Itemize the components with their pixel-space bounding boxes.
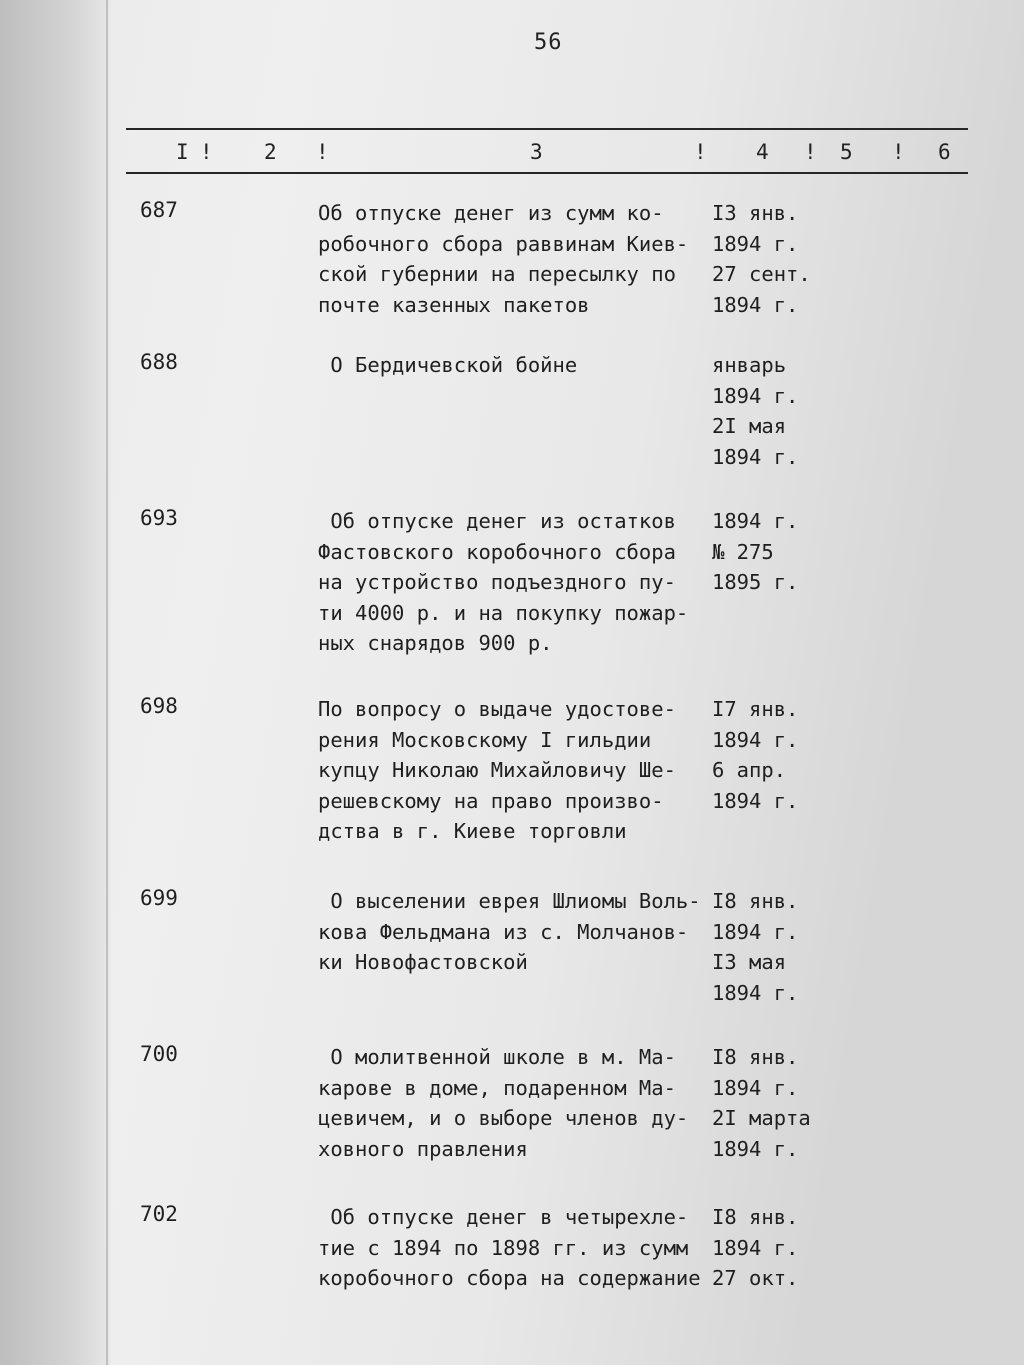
description-line: По вопросу о выдаче удостове- [318, 697, 676, 721]
date-line: 1894 г. [712, 383, 799, 408]
entry-description [318, 350, 710, 381]
header-col-1: I [176, 140, 189, 164]
entry-dates [712, 198, 842, 320]
description-line: О выселении еврея Шлиомы Воль- [318, 889, 701, 913]
date-line: 27 сент. [712, 262, 811, 286]
date-line: 1894 г. [712, 231, 799, 256]
date-line: I3 янв. [712, 201, 799, 225]
description-line: купцу Николаю Михайловичу Ше- [318, 758, 676, 782]
date-line: 1894 г. [712, 727, 799, 752]
description-line: коробочного сбора на содержание [318, 1266, 701, 1290]
entry-description [318, 1042, 710, 1164]
entry-dates [712, 694, 842, 816]
header-rule-bottom [126, 172, 968, 174]
date-line: I3 мая [712, 950, 787, 974]
description-line: ховного правления [318, 1136, 528, 1161]
entry-description [318, 694, 710, 847]
description-line: Об отпуске денег в четырехле- [318, 1205, 689, 1229]
entry-number: 688 [140, 350, 178, 374]
entry-number: 702 [140, 1202, 178, 1226]
description-line: Об отпуске денег из остатков [318, 509, 676, 533]
entry-description [318, 886, 710, 978]
header-separator: ! [804, 140, 817, 164]
entry-dates [712, 886, 842, 1008]
date-line: 1894 г. [712, 1136, 799, 1161]
entry-description [318, 506, 710, 659]
header-col-4: 4 [756, 140, 769, 164]
description-line: карове в доме, подаренном Ма- [318, 1075, 676, 1100]
header-col-6: 6 [938, 140, 951, 164]
entry-dates [712, 506, 842, 598]
date-line: 1894 г. [712, 788, 799, 813]
description-line: ных снарядов 900 р. [318, 631, 553, 655]
date-line: I8 янв. [712, 1045, 799, 1069]
left-page-edge [0, 0, 112, 1365]
description-line: ти 4000 р. и на покупку пожар- [318, 600, 689, 625]
header-separator: ! [694, 140, 707, 164]
date-line: 27 окт. [712, 1266, 799, 1290]
date-line: 1894 г. [712, 444, 799, 469]
date-line: 1894 г. [712, 919, 799, 944]
header-separator: ! [200, 140, 213, 164]
header-col-2: 2 [264, 140, 277, 164]
header-separator: ! [316, 140, 329, 164]
page-number: 56 [534, 30, 563, 55]
description-line: рения Московскому I гильдии [318, 727, 652, 752]
date-line: 1895 г. [712, 570, 799, 594]
description-line: Фастовского коробочного сбора [318, 539, 676, 564]
date-line: I8 янв. [712, 889, 799, 913]
date-line: 2I марта [712, 1106, 811, 1130]
description-line: ки Новофастовской [318, 950, 528, 974]
description-line: цевичем, и о выборе членов ду- [318, 1106, 689, 1130]
date-line: 1894 г. [712, 1235, 799, 1260]
description-line: О Бердичевской бойне [318, 353, 578, 377]
description-line: робочного сбора раввинам Киев- [318, 231, 689, 256]
date-line: 6 апр. [712, 758, 787, 782]
date-line: 1894 г. [712, 509, 799, 533]
entry-dates [712, 1202, 842, 1294]
entry-number: 700 [140, 1042, 178, 1066]
date-line: 1894 г. [712, 1075, 799, 1100]
entry-number: 698 [140, 694, 178, 718]
header-separator: ! [892, 140, 905, 164]
header-col-5: 5 [840, 140, 853, 164]
date-line: № 275 [712, 539, 774, 564]
description-line: на устройство подъездного пу- [318, 570, 676, 594]
description-line: дства в г. Киеве торговли [318, 819, 627, 843]
date-line: I8 янв. [712, 1205, 799, 1229]
date-line: I7 янв. [712, 697, 799, 721]
description-line: О молитвенной школе в м. Ма- [318, 1045, 676, 1069]
entry-description [318, 198, 710, 320]
entry-dates [712, 350, 842, 472]
entry-dates [712, 1042, 842, 1164]
entry-number: 687 [140, 198, 178, 222]
description-line: ской губернии на пересылку по [318, 262, 676, 286]
entry-number: 699 [140, 886, 178, 910]
entry-number: 693 [140, 506, 178, 530]
header-rule-top [126, 128, 968, 130]
date-line: 2I мая [712, 414, 787, 438]
binding-fold [106, 0, 108, 1365]
header-col-3: 3 [530, 140, 543, 164]
entry-description [318, 1202, 710, 1294]
description-line: почте казенных пакетов [318, 292, 590, 317]
description-line: Об отпуске денег из сумм ко- [318, 201, 664, 225]
description-line: кова Фельдмана из с. Молчанов- [318, 919, 689, 944]
date-line: 1894 г. [712, 292, 799, 317]
description-line: тие с 1894 по 1898 гг. из сумм [318, 1235, 689, 1260]
date-line: январь [712, 353, 787, 377]
date-line: 1894 г. [712, 980, 799, 1005]
description-line: решевскому на право произво- [318, 788, 664, 813]
